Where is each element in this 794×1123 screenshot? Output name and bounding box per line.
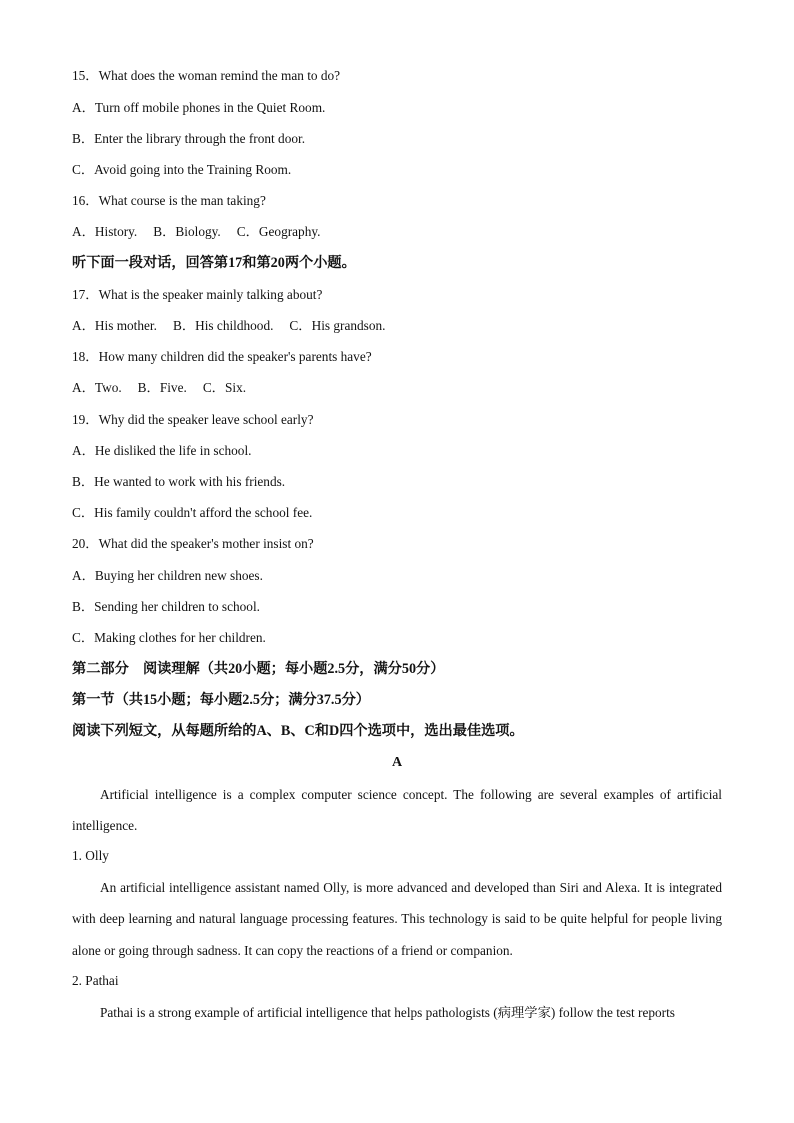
item2-title: 2. Pathai [72, 973, 119, 988]
options-17 [72, 317, 385, 335]
option-17b: B．His childhood. [172, 318, 274, 333]
option-19c: C．His family couldn't afford the school fee. [72, 505, 313, 520]
item1-text: An artificial intelligence assistant named Olly, is more advanced and developed than Siri and Alexa. It is integrated with deep learning and natural language processing features. This technology is said to be quite helpful for people living alone or going through sadness. It can copy the reactions of a friend or companion. [72, 880, 722, 958]
option-19b: B．He wanted to work with his friends. [72, 474, 286, 489]
option-17c: C．His grandson. [289, 318, 386, 333]
question-15: 15．What does the woman remind the man to do? [72, 68, 341, 83]
option-15b: B．Enter the library through the front door. [72, 131, 306, 146]
question-17: 17．What is the speaker mainly talking about? [72, 287, 323, 302]
option-20c: C．Making clothes for her children. [72, 630, 266, 645]
question-16: 16．What course is the man taking? [72, 193, 266, 208]
item2-text: Pathai is a strong example of artificial intelligence that helps pathologists (病理学家) follow the test reports [100, 1005, 675, 1020]
reading-instruction: 阅读下列短文，从每题所给的A、B、C和D四个选项中，选出最佳选项。 [72, 723, 524, 739]
section1-heading: 第一节（共15小题；每小题2.5分；满分37.5分） [72, 692, 370, 708]
item1-title: 1. Olly [72, 848, 109, 863]
option-15a: A．Turn off mobile phones in the Quiet Room. [72, 100, 326, 115]
option-17a: A．His mother. [72, 318, 157, 333]
option-15c: C．Avoid going into the Training Room. [72, 162, 292, 177]
passage-label: A [391, 755, 403, 770]
part2-heading: 第二部分 阅读理解（共20小题；每小题2.5分，满分50分） [72, 661, 445, 677]
option-16a: A．History. [72, 224, 138, 239]
question-20: 20．What did the speaker's mother insist on? [72, 536, 314, 551]
question-19: 19．Why did the speaker leave school early? [72, 412, 314, 427]
option-19a: A．He disliked the life in school. [72, 443, 252, 458]
listening-instruction: 听下面一段对话，回答第17和第20两个小题。 [72, 255, 356, 271]
option-18c: C．Six. [202, 380, 247, 395]
option-16b: B．Biology. [153, 224, 221, 239]
option-16c: C．Geography. [236, 224, 321, 239]
option-18a: A．Two. [72, 380, 122, 395]
question-18: 18．How many children did the speaker's parents have? [72, 349, 372, 364]
passage-intro: Artificial intelligence is a complex computer science concept. The following are several examples of artificial intelligence. [72, 787, 722, 834]
option-18b: B．Five. [137, 380, 187, 395]
option-20b: B．Sending her children to school. [72, 599, 260, 614]
option-20a: A．Buying her children new shoes. [72, 568, 263, 583]
options-18 [72, 379, 246, 397]
options-16 [72, 223, 320, 241]
